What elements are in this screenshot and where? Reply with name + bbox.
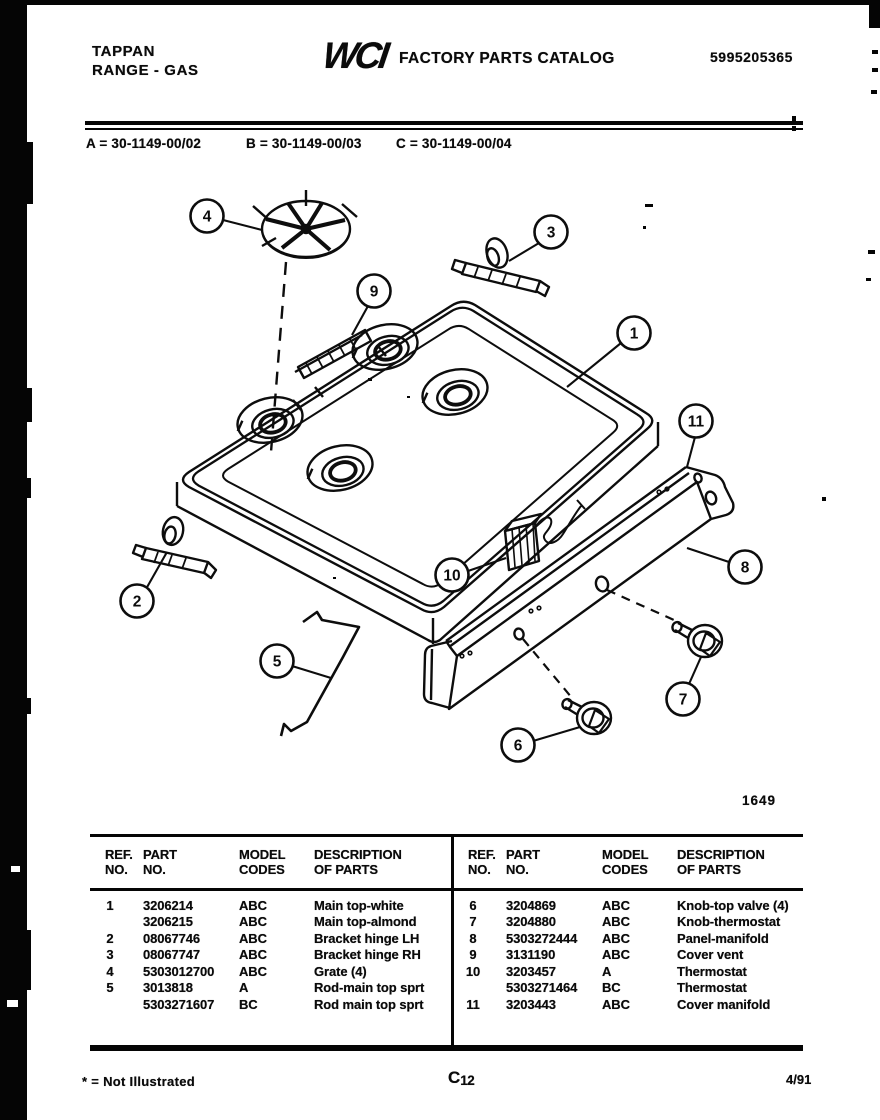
svg-text:6: 6 <box>513 737 523 755</box>
parts-row <box>453 997 801 1013</box>
column-header: PART NO. <box>143 847 178 877</box>
part-no-cell: 3203457 <box>506 963 556 979</box>
description-cell: Bracket hinge RH <box>314 947 421 963</box>
description-cell: Bracket hinge LH <box>314 930 420 946</box>
revision-date: 4/91 <box>786 1072 812 1087</box>
model-b: B = 30-1149-00/03 <box>246 136 362 151</box>
svg-text:3: 3 <box>546 224 556 242</box>
part-no-cell: 5303271607 <box>143 996 215 1012</box>
parts-table-left <box>90 837 450 1045</box>
column-header: MODEL CODES <box>602 847 649 877</box>
model-codes-cell: BC <box>239 996 258 1012</box>
parts-row <box>453 980 801 996</box>
callout-10 <box>436 559 469 592</box>
model-codes-cell: ABC <box>602 947 630 963</box>
catalog-number: 5995205365 <box>710 49 793 65</box>
knob-thermostat-art <box>671 621 722 657</box>
parts-row <box>90 980 450 996</box>
description-cell: Knob-thermostat <box>677 914 781 930</box>
svg-text:8: 8 <box>740 559 750 577</box>
model-codes-cell: A <box>602 963 612 979</box>
model-codes-cell: ABC <box>239 930 267 946</box>
column-header: DESCRIPTION OF PARTS <box>677 847 765 877</box>
ref-no-cell: 11 <box>466 996 480 1012</box>
callout-8 <box>729 551 762 584</box>
ref-no-cell: 2 <box>106 930 114 946</box>
description-cell: Thermostat <box>677 963 747 979</box>
main-top-art <box>177 302 658 644</box>
model-codes-cell: ABC <box>239 947 267 963</box>
column-header: MODEL CODES <box>239 847 286 877</box>
callout-7 <box>667 683 700 716</box>
column-header: DESCRIPTION OF PARTS <box>314 847 402 877</box>
model-codes-cell: ABC <box>602 898 630 913</box>
parts-row <box>453 931 801 947</box>
part-no-cell: 3203443 <box>506 996 556 1012</box>
description-cell: Knob-top valve (4) <box>677 898 789 913</box>
grate-art <box>253 190 357 452</box>
knob-top-valve-art <box>561 698 611 734</box>
description-cell: Rod-main top sprt <box>314 980 425 996</box>
parts-row <box>453 898 801 914</box>
parts-table-right <box>453 837 801 1045</box>
wci-logo: WCI <box>320 35 389 76</box>
callout-4 <box>191 200 224 233</box>
part-no-cell: 3206214 <box>143 898 193 913</box>
parts-table-section <box>90 834 803 1053</box>
model-codes-cell: ABC <box>602 930 630 946</box>
part-no-cell: 08067747 <box>143 947 201 963</box>
ref-no-cell: 6 <box>469 898 477 913</box>
model-codes-cell: ABC <box>602 996 630 1012</box>
model-c: C = 30-1149-00/04 <box>396 136 512 151</box>
svg-text:7: 7 <box>678 691 688 709</box>
part-no-cell: 3131190 <box>506 947 556 963</box>
description-cell: Cover manifold <box>677 996 771 1012</box>
svg-text:1: 1 <box>629 325 639 343</box>
ref-no-cell <box>90 997 130 1013</box>
parts-row <box>90 931 450 947</box>
parts-row <box>453 914 801 930</box>
description-cell: Panel-manifold <box>677 930 769 946</box>
ref-no-cell: 1 <box>106 898 114 913</box>
ref-no-cell <box>90 914 130 930</box>
parts-row <box>90 898 450 914</box>
parts-row <box>453 964 801 980</box>
brand-line-1: TAPPAN <box>92 43 156 60</box>
model-codes-cell: ABC <box>239 914 267 930</box>
knob6-dashed-line <box>523 639 572 698</box>
parts-row <box>90 947 450 963</box>
page-num: 12 <box>460 1073 475 1088</box>
parts-row <box>90 997 450 1013</box>
column-header: PART NO. <box>506 847 541 877</box>
cover-vent-art <box>295 330 371 378</box>
parts-row <box>90 964 450 980</box>
page-code: C <box>448 1068 461 1087</box>
callout-leaders <box>146 220 729 741</box>
callout-9 <box>358 275 391 308</box>
svg-text:4: 4 <box>202 208 212 226</box>
model-a: A = 30-1149-00/02 <box>86 136 202 151</box>
table-header-row <box>90 847 450 877</box>
catalog-title: FACTORY PARTS CATALOG <box>399 50 615 67</box>
ref-no-cell: 8 <box>469 930 477 946</box>
description-cell: Main top-white <box>314 898 404 913</box>
column-header: REF. NO. <box>468 847 496 877</box>
svg-text:9: 9 <box>369 283 379 301</box>
callout-2 <box>121 585 154 618</box>
callout-1 <box>618 317 651 350</box>
part-no-cell: 5303012700 <box>143 963 215 979</box>
callout-6 <box>502 729 535 762</box>
bracket-hinge-lh-art <box>133 515 216 578</box>
brand-line-2: RANGE - GAS <box>92 62 199 79</box>
svg-text:11: 11 <box>687 413 705 431</box>
parts-row <box>90 914 450 930</box>
description-cell: Main top-almond <box>314 914 417 930</box>
ref-no-cell: 5 <box>106 980 114 996</box>
description-cell: Cover vent <box>677 947 744 963</box>
part-no-cell: 3206215 <box>143 914 193 930</box>
part-no-cell: 08067746 <box>143 930 201 946</box>
model-codes-cell: BC <box>602 980 621 996</box>
table-bottom-rule <box>90 1045 803 1051</box>
svg-text:5: 5 <box>272 653 282 671</box>
model-codes-cell: A <box>239 980 249 996</box>
knob7-dashed-line <box>607 590 674 620</box>
model-codes-cell: ABC <box>239 963 267 979</box>
figure-number: 1649 <box>742 793 777 808</box>
ref-no-cell: 10 <box>465 963 481 979</box>
not-illustrated-note: * = Not Illustrated <box>82 1074 195 1089</box>
svg-text:2: 2 <box>132 593 142 611</box>
part-no-cell: 3204869 <box>506 898 556 913</box>
part-no-cell: 3013818 <box>143 980 193 996</box>
model-codes-cell: ABC <box>239 898 267 913</box>
ref-no-cell: 4 <box>106 963 114 979</box>
callout-5 <box>261 645 294 678</box>
description-cell: Thermostat <box>677 980 747 996</box>
description-cell: Grate (4) <box>314 963 367 979</box>
callout-3 <box>535 216 568 249</box>
description-cell: Rod main top sprt <box>314 996 424 1012</box>
ref-no-cell: 3 <box>106 947 114 963</box>
part-no-cell: 5303272444 <box>506 930 578 946</box>
parts-row <box>453 947 801 963</box>
ref-no-cell: 7 <box>469 914 477 930</box>
part-no-cell: 3204880 <box>506 914 556 930</box>
part-no-cell: 5303271464 <box>506 980 578 996</box>
callout-11 <box>680 405 713 438</box>
page-number <box>448 1068 474 1088</box>
ref-no-cell: 9 <box>469 947 477 963</box>
table-header-row <box>453 847 801 877</box>
svg-text:10: 10 <box>443 567 461 585</box>
ref-no-cell <box>453 980 493 996</box>
model-codes-cell: ABC <box>602 914 630 930</box>
column-header: REF. NO. <box>105 847 133 877</box>
